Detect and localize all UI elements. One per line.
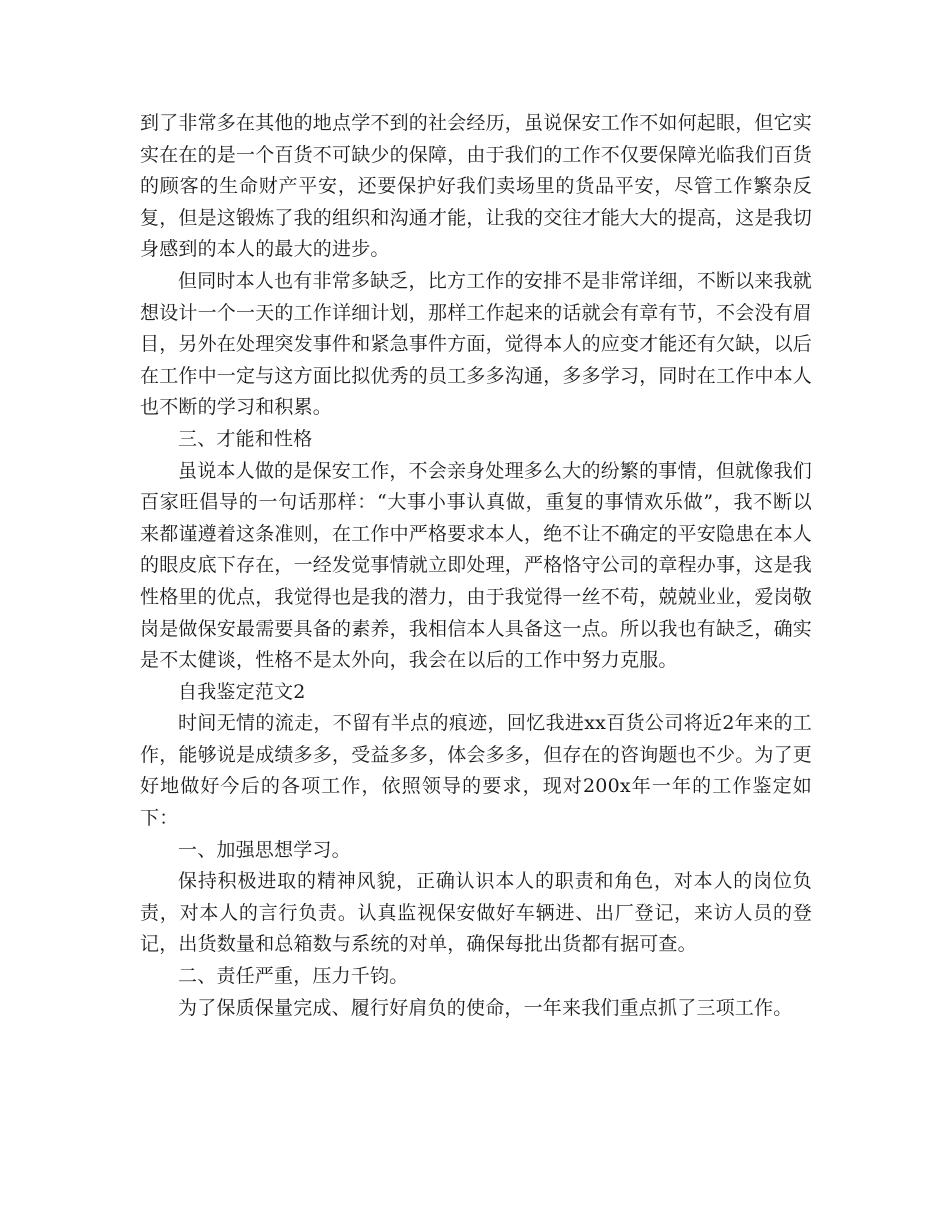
- paragraph-three-tasks: 为了保质保量完成、履行好肩负的使命，一年来我们重点抓了三项工作。: [178, 996, 793, 1019]
- section-heading-ability-character: 三、才能和性格: [178, 427, 313, 450]
- paragraph-review-intro: 时间无情的流走，不留有半点的痕迹，回忆我进xx百货公司将近2年来的工作，能够说是成绩多多，受益多多，体会多多，但存在的咨询题也不少。为了更好地做好今后的各项工作，依照领导的要求，现对200x年一年的工作鉴定如下：: [140, 712, 813, 830]
- document-page: [140, 108, 812, 1024]
- paragraph-continued-experience: 到了非常多在其他的地点学不到的社会经历，虽说保安工作不如何起眼，但它实实在在的是一个百货不可缺少的保障，由于我们的工作不仅要保障光临我们百货的顾客的生命财产平安，还要保护好我们卖场里的货品平安，尽管工作繁杂反复，但是这锻炼了我的组织和沟通才能，让我的交往才能大大的提高，这是我切身感到的本人的最大的进步。: [140, 112, 813, 261]
- paragraph-study: 保持积极进取的精神风貌，正确认识本人的职责和角色，对本人的岗位负责，对本人的言行负责。认真监视保安做好车辆进、出厂登记，来访人员的登记，出货数量和总箱数与系统的对单，确保每批出货都有据可查。: [140, 870, 812, 956]
- paragraph-shortcomings: 但同时本人也有非常多缺乏，比方工作的安排不是非常详细，不断以来我就想设计一个一天的工作详细计划，那样工作起来的话就会有章有节，不会没有眉目，另外在处理突发事件和紧急事件方面，觉得本人的应变才能还有欠缺，以后在工作中一定与这方面比拟优秀的员工多多沟通，多多学习，同时在工作中本人也不断的学习和积累。: [140, 269, 813, 419]
- section-heading-study: 一、加强思想学习。: [178, 838, 351, 861]
- section-heading-sample-2: 自我鉴定范文2: [178, 680, 306, 703]
- section-heading-responsibility: 二、责任严重，压力千钧。: [178, 965, 409, 988]
- paragraph-ability-character: 虽说本人做的是保安工作，不会亲身处理多么大的纷繁的事情，但就像我们百家旺倡导的一句话那样：“大事小事认真做，重复的事情欢乐做”，我不断以来都谨遵着这条准则，在工作中严格要求本人，绝不让不确定的平安隐患在本人的眼皮底下存在，一经发觉事情就立即处理，严格恪守公司的章程办事，这是我性格里的优点，我觉得也是我的潜力，由于我觉得一丝不苟，兢兢业业，爱岗敬岗是做保安最需要具备的素养，我相信本人具备这一点。所以我也有缺乏，确实是不太健谈，性格不是太外向，我会在以后的工作中努力克服。: [140, 459, 813, 672]
